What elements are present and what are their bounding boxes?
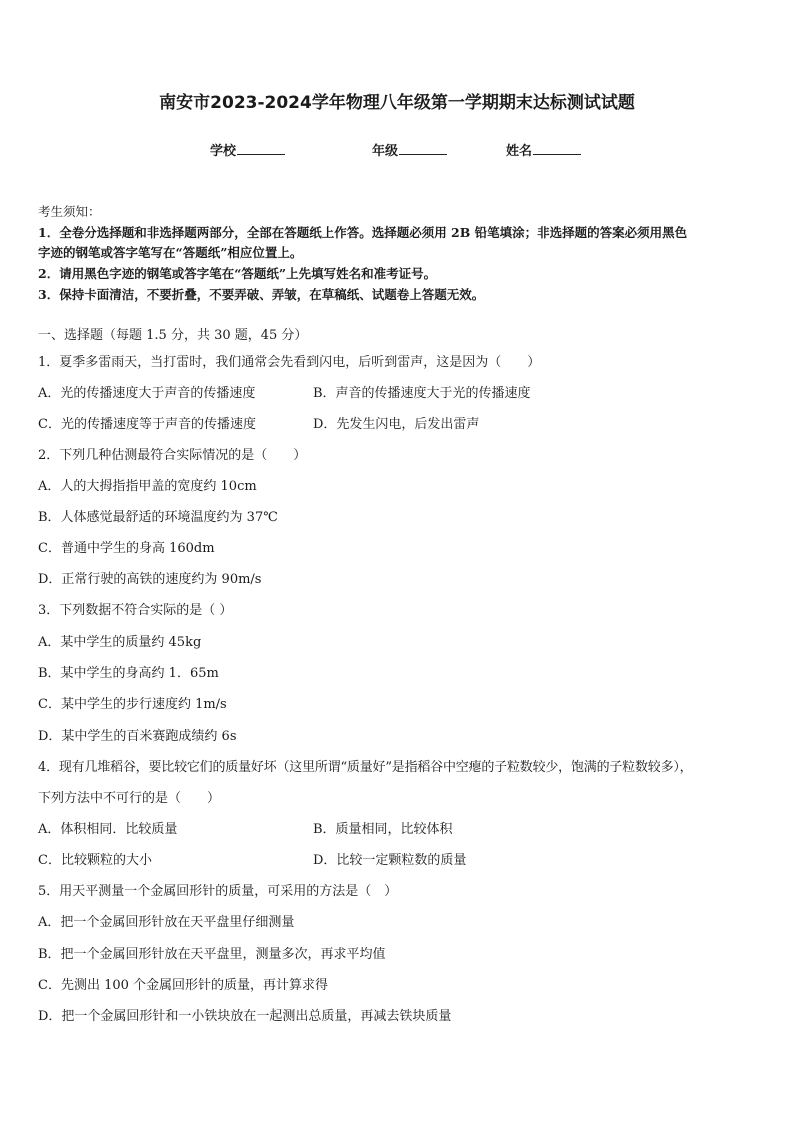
q4-option-a: A．体积相同．比较质量 — [38, 822, 178, 837]
q3-option-c: C．某中学生的步行速度约 1m/s — [38, 697, 227, 712]
notice-item-3: 3．保持卡面清洁，不要折叠，不要弄破、弄皱，在草稿纸、试题卷上答题无效。 — [38, 287, 485, 302]
grade-field — [372, 140, 447, 159]
q2-option-d: D．正常行驶的高铁的速度约为 90m/s — [38, 572, 262, 587]
grade-blank — [399, 142, 447, 155]
q3-stem: 3．下列数据不符合实际的是（ ） — [38, 603, 233, 618]
q5-option-b: B．把一个金属回形针放在天平盘里，测量多次，再求平均值 — [38, 947, 386, 962]
notice-item-1-cont: 字迹的钢笔或答字笔写在“答题纸”相应位置上。 — [38, 245, 303, 260]
q3-option-d: D．某中学生的百米赛跑成绩约 6s — [38, 729, 237, 744]
q5-option-d: D．把一个金属回形针和一小铁块放在一起测出总质量，再减去铁块质量 — [38, 1009, 452, 1024]
name-blank — [533, 142, 581, 155]
school-blank — [237, 142, 285, 155]
q4-stem-line-1: 4．现有几堆稻谷，要比较它们的质量好坏（这里所谓“质量好”是指稻谷中空瘪的子粒数较少，饱满的子粒数较多）， — [38, 760, 693, 775]
q1-stem: 1．夏季多雷雨天，当打雷时，我们通常会先看到闪电，后听到雷声，这是因为（ ） — [38, 355, 541, 370]
q4-option-c: C．比较颗粒的大小 — [38, 853, 152, 868]
grade-label: 年级 — [372, 144, 399, 159]
notice-heading: 考生须知： — [38, 204, 101, 219]
q2-option-c: C．普通中学生的身高 160dm — [38, 541, 215, 556]
notice-item-1: 1．全卷分选择题和非选择题两部分，全部在答题纸上作答。选择题必须用 2B 铅笔填涂；非选择题的答案必须用黑色 — [38, 225, 688, 240]
q5-stem: 5．用天平测量一个金属回形针的质量，可采用的方法是（ ） — [38, 884, 398, 899]
q3-option-a: A．某中学生的质量约 45kg — [38, 635, 202, 650]
q2-option-a: A．人的大拇指指甲盖的宽度约 10cm — [38, 479, 257, 494]
q4-option-d: D．比较一定颗粒数的质量 — [313, 853, 467, 868]
q2-option-b: B．人体感觉最舒适的环境温度约为 37℃ — [38, 510, 278, 525]
q1-option-b: B．声音的传播速度大于光的传播速度 — [313, 386, 531, 401]
notice-item-2: 2．请用黑色字迹的钢笔或答字笔在“答题纸”上先填写姓名和准考证号。 — [38, 266, 437, 281]
q2-stem: 2．下列几种估测最符合实际情况的是（ ） — [38, 448, 307, 463]
name-field — [506, 140, 581, 159]
q1-option-c: C．光的传播速度等于声音的传播速度 — [38, 417, 256, 432]
q4-stem-line-2: 下列方法中不可行的是（ ） — [38, 791, 221, 806]
q3-option-b: B．某中学生的身高约 1．65m — [38, 666, 219, 681]
q1-option-d: D．先发生闪电，后发出雷声 — [313, 417, 480, 432]
page-title: 南安市2023-2024学年物理八年级第一学期期末达标测试试题 — [159, 93, 635, 113]
name-label: 姓名 — [506, 144, 533, 159]
q5-option-a: A．把一个金属回形针放在天平盘里仔细测量 — [38, 915, 295, 930]
section-heading: 一、选择题（每题 1.5 分，共 30 题，45 分） — [38, 328, 308, 343]
q5-option-c: C．先测出 100 个金属回形针的质量，再计算求得 — [38, 978, 329, 993]
school-field — [210, 140, 285, 159]
q1-option-a: A．光的传播速度大于声音的传播速度 — [38, 386, 256, 401]
school-label: 学校 — [210, 144, 237, 159]
q4-option-b: B．质量相同，比较体积 — [313, 822, 453, 837]
